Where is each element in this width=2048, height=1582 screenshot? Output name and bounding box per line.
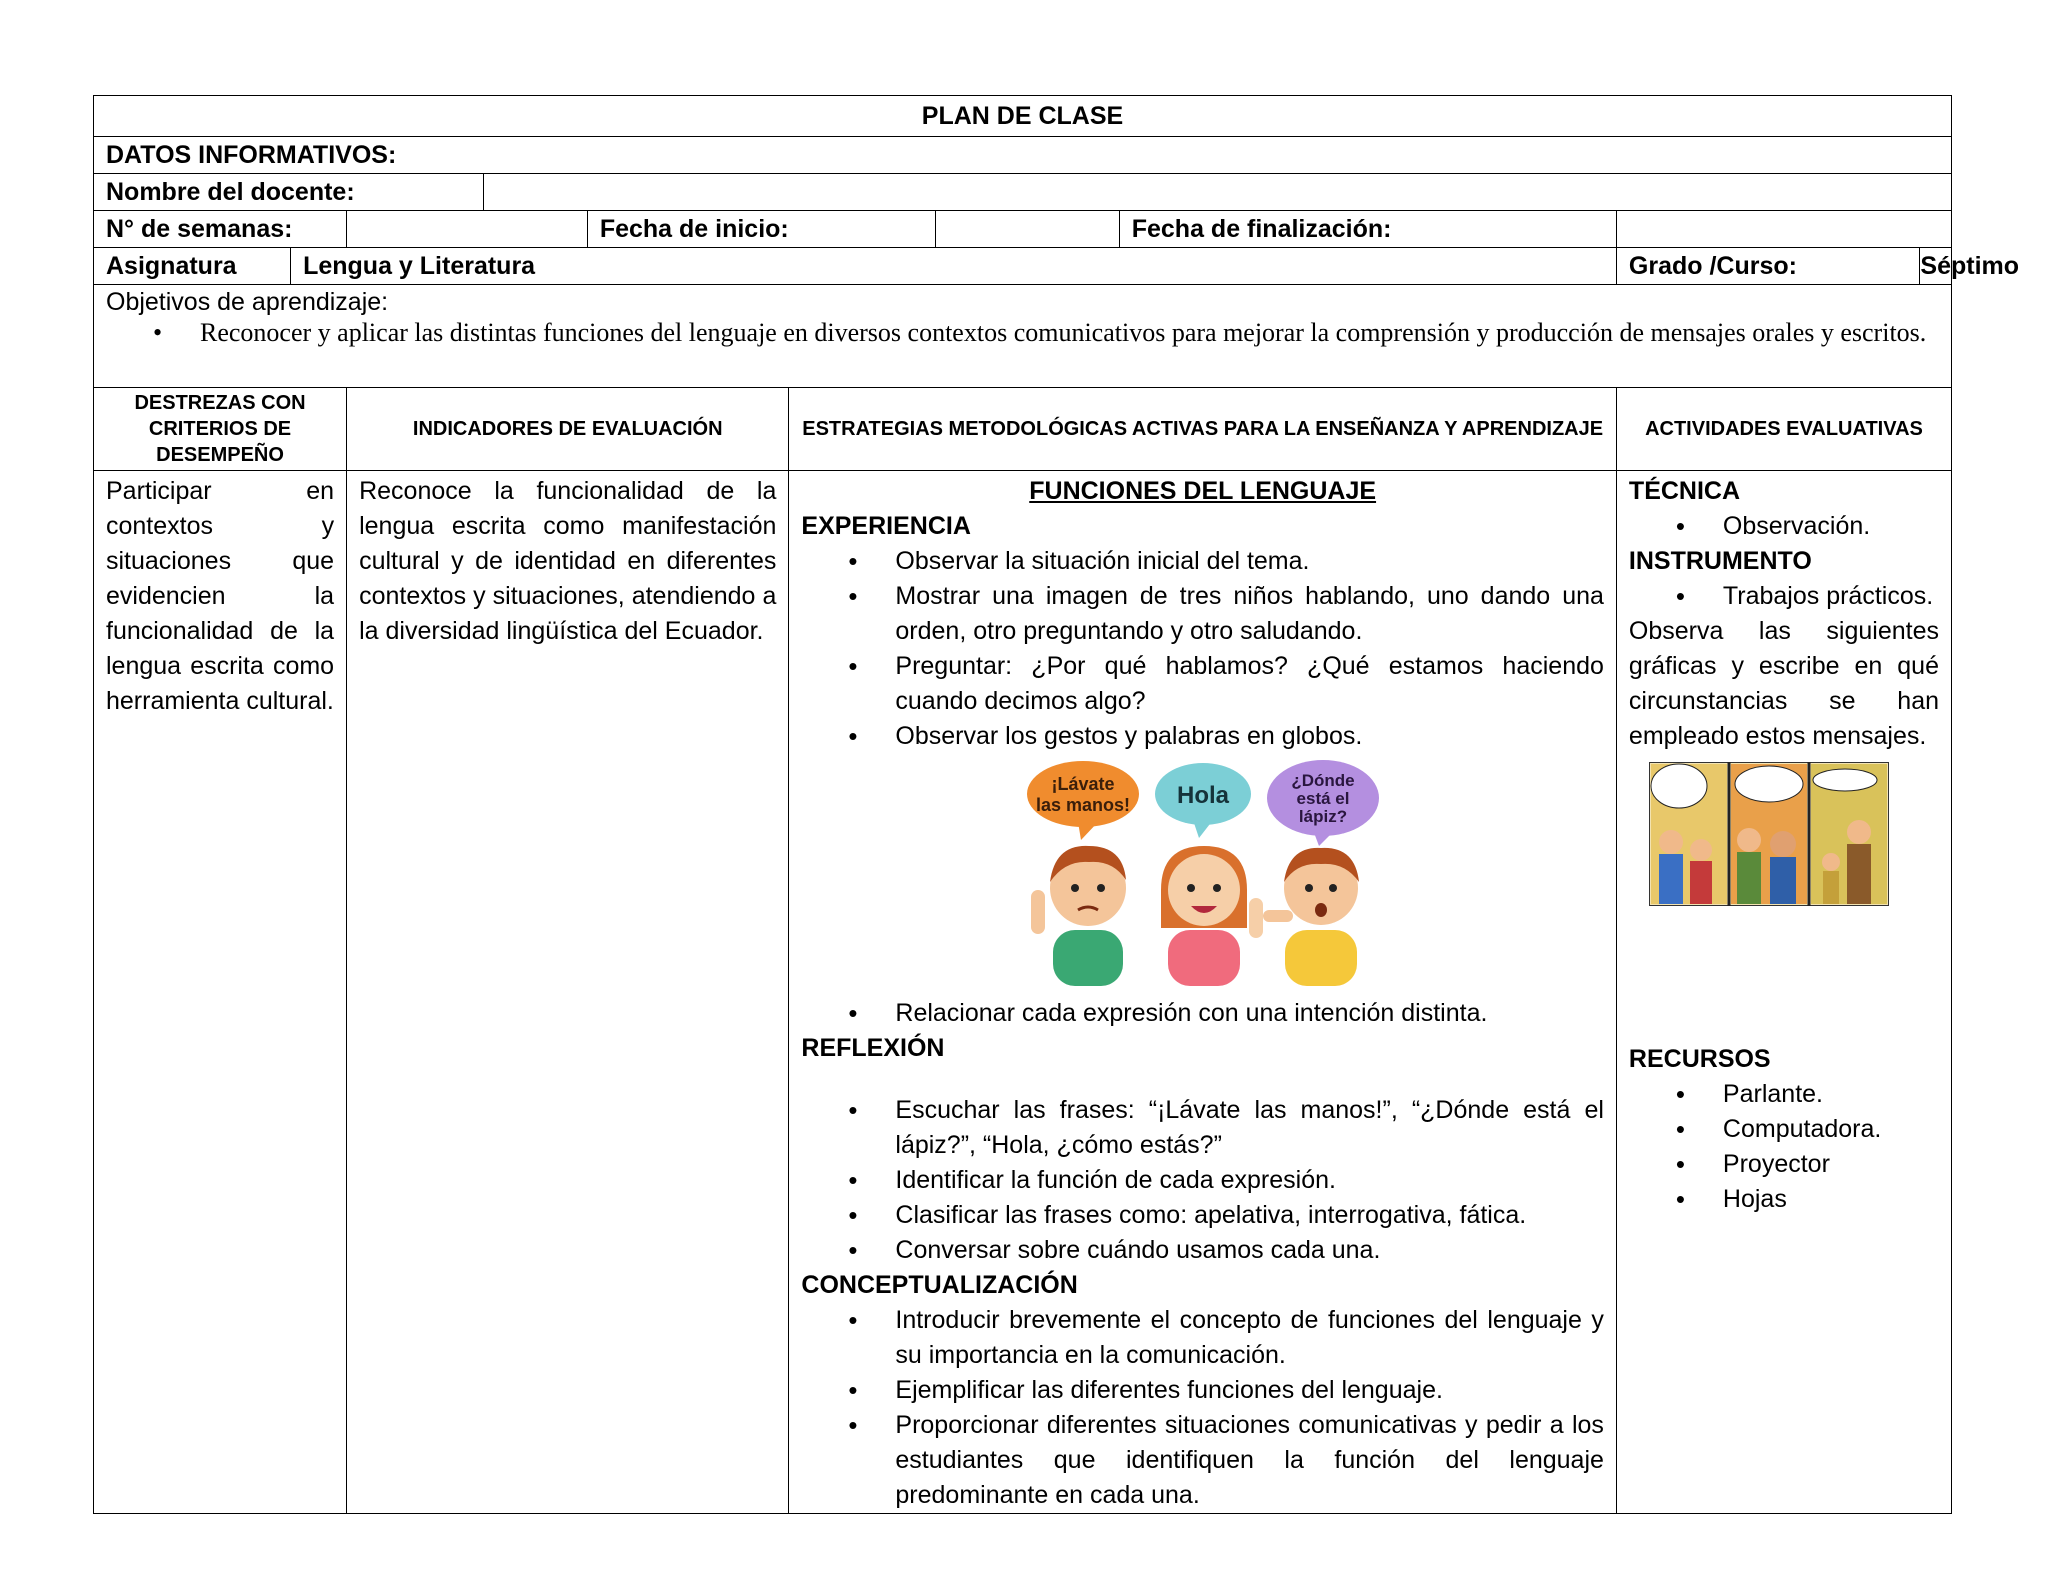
reflexion-list — [801, 1093, 1604, 1268]
bubble-teal-text: Hola — [1176, 782, 1229, 809]
column-header-estrategias: ESTRATEGIAS METODOLÓGICAS ACTIVAS PARA LA ENSEÑANZA Y APRENDIZAJE — [789, 388, 1617, 471]
tecnica-list — [1629, 509, 1939, 544]
conceptualizacion-item: • Proporcionar diferentes situaciones comunicativas y pedir a los estudiantes que identifiquen la función del lenguaje predominante en cada una. — [895, 1408, 1604, 1513]
experiencia-item: • Observar los gestos y palabras en globos. — [895, 719, 1604, 754]
comic-strip-image — [1649, 762, 1889, 906]
instrumento-list — [1629, 579, 1939, 614]
objetivo-item: • Reconocer y aplicar las distintas funciones del lenguaje en diversos contextos comunicativos para mejorar la comprensión y producción de mensajes orales y escritos. — [200, 317, 1939, 349]
fecha-fin-label: Fecha de finalización: — [1119, 211, 1616, 248]
tecnica-item: • Observación. — [1723, 509, 1939, 544]
recurso-item: • Hojas — [1723, 1182, 1939, 1217]
semanas-label: N° de semanas: — [94, 211, 347, 248]
column-header-indicadores: INDICADORES DE EVALUACIÓN — [347, 388, 789, 471]
grado-value-text: Séptimo — [1920, 252, 2020, 280]
recurso-item: • Computadora. — [1723, 1112, 1939, 1147]
experiencia-list — [801, 544, 1604, 754]
reflexion-item: • Conversar sobre cuándo usamos cada una. — [895, 1233, 1604, 1268]
objetivos-cell — [94, 285, 1952, 388]
child-girl-middle — [1161, 846, 1263, 986]
consigna-text: Observa las siguientes gráficas y escribe en qué circunstancias se han empleado estos mensajes. — [1628, 617, 1939, 750]
docente-field[interactable] — [483, 174, 1951, 211]
bubble-orange-line2: las manos! — [1035, 795, 1130, 815]
indicador-text: Reconoce la funcionalidad de la lengua escrita como manifestación cultural y de identidad en diferentes contextos y situaciones, atendiendo a la diversidad lingüística del Ecuador. — [359, 477, 777, 645]
lesson-plan-page — [93, 95, 2020, 1514]
actividades-cell — [1616, 471, 1951, 1514]
bubble-purple-line2: está el — [1296, 789, 1350, 808]
grado-label: Grado /Curso: — [1616, 248, 1919, 285]
docente-label: Nombre del docente: — [94, 174, 484, 211]
bubble-purple-line1: ¿Dónde — [1291, 771, 1355, 790]
objetivos-label: Objetivos de aprendizaje: — [106, 288, 389, 316]
lesson-plan-table — [93, 95, 2020, 1514]
tecnica-heading: TÉCNICA — [1628, 477, 1741, 505]
bubble-orange — [1027, 761, 1139, 840]
bubble-purple-line3: lápiz? — [1298, 807, 1347, 826]
conceptualizacion-list — [801, 1303, 1604, 1513]
asignatura-label: Asignatura — [94, 248, 291, 285]
asignatura-value: Lengua y Literatura — [291, 248, 1617, 285]
plan-title: PLAN DE CLASE — [94, 96, 1952, 137]
bubble-teal — [1155, 763, 1251, 838]
conceptualizacion-item: • Introducir brevemente el concepto de funciones del lenguaje y su importancia en la comunicación. — [895, 1303, 1604, 1373]
reflexion-item: • Clasificar las frases como: apelativa, interrogativa, fática. — [895, 1198, 1604, 1233]
conceptualizacion-heading: CONCEPTUALIZACIÓN — [801, 1271, 1078, 1299]
fecha-inicio-label: Fecha de inicio: — [587, 211, 935, 248]
experiencia-list-after — [801, 996, 1604, 1031]
estrategias-title: FUNCIONES DEL LENGUAJE — [1029, 477, 1377, 505]
experiencia-item: • Relacionar cada expresión con una intención distinta. — [895, 996, 1604, 1031]
destreza-text: Participar en contextos y situaciones que evidencien la funcionalidad de la lengua escrita como herramienta cultural. — [106, 477, 335, 715]
reflexion-heading: REFLEXIÓN — [801, 1034, 945, 1062]
estrategias-cell — [789, 471, 1617, 1514]
recurso-item: • Proyector — [1723, 1147, 1939, 1182]
grado-value — [1920, 248, 2020, 285]
bubble-orange-line1: ¡Lávate — [1051, 774, 1115, 794]
experiencia-item: • Mostrar una imagen de tres niños hablando, uno dando una orden, otro preguntando y otro saludando. — [895, 579, 1604, 649]
conceptualizacion-item: • Ejemplificar las diferentes funciones del lenguaje. — [895, 1373, 1604, 1408]
bubble-purple — [1267, 760, 1379, 846]
indicador-cell — [347, 471, 789, 1514]
instrumento-item: • Trabajos prácticos. — [1723, 579, 1939, 614]
fecha-inicio-field[interactable] — [936, 211, 1120, 248]
child-boy-right — [1263, 848, 1359, 986]
reflexion-item: • Escuchar las frases: “¡Lávate las manos!”, “¿Dónde está el lápiz?”, “Hola, ¿cómo estás?” — [895, 1093, 1604, 1163]
destreza-cell — [94, 471, 347, 1514]
recursos-list — [1629, 1077, 1939, 1217]
column-header-destrezas: DESTREZAS CON CRITERIOS DE DESEMPEÑO — [94, 388, 347, 471]
experiencia-heading: EXPERIENCIA — [801, 512, 971, 540]
datos-informativos-label: DATOS INFORMATIVOS: — [94, 137, 1952, 174]
semanas-field[interactable] — [347, 211, 588, 248]
recursos-heading: RECURSOS — [1628, 1045, 1771, 1073]
column-header-actividades: ACTIVIDADES EVALUATIVAS — [1616, 388, 1951, 471]
experiencia-item: • Observar la situación inicial del tema. — [895, 544, 1604, 579]
child-boy-left — [1031, 846, 1126, 986]
children-talking-illustration — [1023, 760, 1383, 986]
instrumento-heading: INSTRUMENTO — [1628, 547, 1812, 575]
fecha-fin-field[interactable] — [1616, 211, 1951, 248]
experiencia-item: • Preguntar: ¿Por qué hablamos? ¿Qué estamos haciendo cuando decimos algo? — [895, 649, 1604, 719]
reflexion-item: • Identificar la función de cada expresión. — [895, 1163, 1604, 1198]
recurso-item: • Parlante. — [1723, 1077, 1939, 1112]
